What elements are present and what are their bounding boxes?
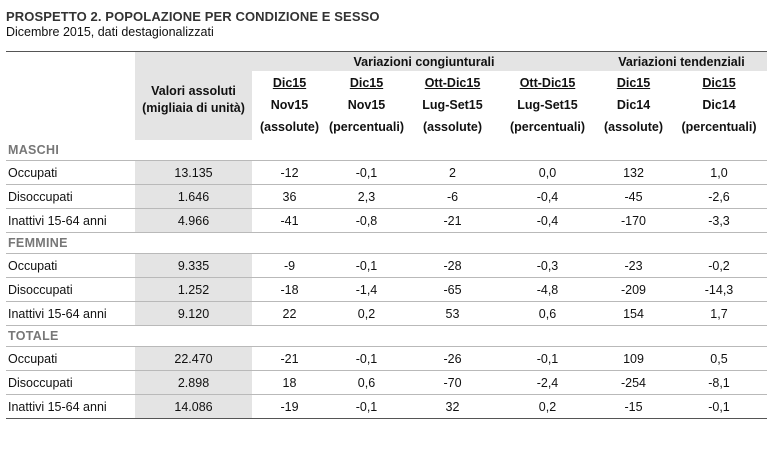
column-header-line: (percentuali) xyxy=(681,120,757,134)
cell: 1,7 xyxy=(671,302,767,326)
table-row xyxy=(6,302,767,326)
group-header-tendenziali: Variazioni tendenziali xyxy=(596,52,767,72)
table-row xyxy=(6,278,767,302)
cell-valori-assoluti: 13.135 xyxy=(135,161,252,185)
row-label: Inattivi 15-64 anni xyxy=(6,209,135,233)
cell: -170 xyxy=(596,209,671,233)
cell: 154 xyxy=(596,302,671,326)
cell: -0,4 xyxy=(499,185,596,209)
column-header-line: Nov15 xyxy=(270,98,309,112)
column-header-label xyxy=(6,71,135,140)
cell: -28 xyxy=(406,254,499,278)
column-header-line: Dic14 xyxy=(702,98,736,112)
cell: -254 xyxy=(596,371,671,395)
cell: -209 xyxy=(596,278,671,302)
column-header-line: Lug-Set15 xyxy=(517,98,578,112)
section-label: TOTALE xyxy=(6,326,767,347)
cell: 1,0 xyxy=(671,161,767,185)
cell: 109 xyxy=(596,347,671,371)
cell: -12 xyxy=(252,161,327,185)
section-row xyxy=(6,326,767,347)
cell: -0,1 xyxy=(327,347,406,371)
cell-valori-assoluti: 22.470 xyxy=(135,347,252,371)
table-row xyxy=(6,185,767,209)
cell: 132 xyxy=(596,161,671,185)
table-row xyxy=(6,209,767,233)
cell: -70 xyxy=(406,371,499,395)
cell: 18 xyxy=(252,371,327,395)
column-header-line: Valori assoluti xyxy=(151,84,236,98)
column-header-valori-assoluti xyxy=(135,71,252,140)
column-header-line: (assolute) xyxy=(259,120,320,134)
cell: -4,8 xyxy=(499,278,596,302)
cell: -14,3 xyxy=(671,278,767,302)
cell: -0,3 xyxy=(499,254,596,278)
column-header-line: Nov15 xyxy=(347,98,386,112)
cell: -23 xyxy=(596,254,671,278)
row-label: Occupati xyxy=(6,347,135,371)
cell: -0,1 xyxy=(327,395,406,419)
column-header-line: Dic15 xyxy=(616,76,651,90)
table-row xyxy=(6,395,767,419)
cell: 2 xyxy=(406,161,499,185)
column-header-dic-nov-assolute xyxy=(252,71,327,140)
table-row xyxy=(6,254,767,278)
cell: 2,3 xyxy=(327,185,406,209)
row-label: Disoccupati xyxy=(6,278,135,302)
column-header-line: Lug-Set15 xyxy=(422,98,483,112)
column-header-row xyxy=(6,71,767,140)
cell-valori-assoluti: 9.335 xyxy=(135,254,252,278)
cell: -0,1 xyxy=(671,395,767,419)
cell-valori-assoluti: 4.966 xyxy=(135,209,252,233)
cell: 22 xyxy=(252,302,327,326)
cell-valori-assoluti: 1.646 xyxy=(135,185,252,209)
cell: -2,4 xyxy=(499,371,596,395)
row-label: Inattivi 15-64 anni xyxy=(6,395,135,419)
column-header-line: (assolute) xyxy=(422,120,483,134)
section-label: MASCHI xyxy=(6,140,767,161)
cell: 0,0 xyxy=(499,161,596,185)
row-label: Occupati xyxy=(6,161,135,185)
cell: -45 xyxy=(596,185,671,209)
cell: -9 xyxy=(252,254,327,278)
column-header-line: (percentuali) xyxy=(328,120,404,134)
row-label: Disoccupati xyxy=(6,185,135,209)
column-header-line: (assolute) xyxy=(603,120,664,134)
table-subtitle: Dicembre 2015, dati destagionalizzati xyxy=(6,25,214,39)
column-header-line: Dic15 xyxy=(349,76,384,90)
cell-valori-assoluti: 9.120 xyxy=(135,302,252,326)
column-header-trim-percentuali xyxy=(499,71,596,140)
population-table xyxy=(6,51,767,419)
column-header-trim-assolute xyxy=(406,71,499,140)
row-label: Inattivi 15-64 anni xyxy=(6,302,135,326)
section-row xyxy=(6,233,767,254)
corner-cell xyxy=(6,52,135,72)
cell: -41 xyxy=(252,209,327,233)
cell: -0,1 xyxy=(327,254,406,278)
section-row xyxy=(6,140,767,161)
cell-valori-assoluti: 2.898 xyxy=(135,371,252,395)
cell: 0,6 xyxy=(327,371,406,395)
cell: -19 xyxy=(252,395,327,419)
column-header-line: Ott-Dic15 xyxy=(424,76,481,90)
column-header-tend-percentuali xyxy=(671,71,767,140)
cell-valori-assoluti: 14.086 xyxy=(135,395,252,419)
cell: 0,5 xyxy=(671,347,767,371)
cell: 53 xyxy=(406,302,499,326)
row-label: Occupati xyxy=(6,254,135,278)
column-header-line: (migliaia di unità) xyxy=(142,101,245,115)
cell: -15 xyxy=(596,395,671,419)
cell: -65 xyxy=(406,278,499,302)
table-row xyxy=(6,347,767,371)
table-title: PROSPETTO 2. POPOLAZIONE PER CONDIZIONE E SESSO xyxy=(6,9,380,24)
cell: 0,6 xyxy=(499,302,596,326)
cell-valori-assoluti: 1.252 xyxy=(135,278,252,302)
cell: -0,1 xyxy=(499,347,596,371)
cell: -3,3 xyxy=(671,209,767,233)
cell: -18 xyxy=(252,278,327,302)
cell: -0,4 xyxy=(499,209,596,233)
cell: -8,1 xyxy=(671,371,767,395)
cell: 36 xyxy=(252,185,327,209)
column-header-line: Ott-Dic15 xyxy=(519,76,576,90)
table-row xyxy=(6,161,767,185)
cell: -0,8 xyxy=(327,209,406,233)
corner-cell-abs xyxy=(135,52,252,72)
column-header-line: Dic15 xyxy=(702,76,736,90)
column-header-line: Dic15 xyxy=(272,76,307,90)
cell: 0,2 xyxy=(499,395,596,419)
column-header-tend-assolute xyxy=(596,71,671,140)
cell: -21 xyxy=(406,209,499,233)
cell: 32 xyxy=(406,395,499,419)
cell: -1,4 xyxy=(327,278,406,302)
cell: -2,6 xyxy=(671,185,767,209)
table-row xyxy=(6,371,767,395)
cell: -6 xyxy=(406,185,499,209)
row-label: Disoccupati xyxy=(6,371,135,395)
section-label: FEMMINE xyxy=(6,233,767,254)
cell: 0,2 xyxy=(327,302,406,326)
table-body xyxy=(6,140,767,419)
column-header-line: Dic14 xyxy=(616,98,651,112)
cell: -0,2 xyxy=(671,254,767,278)
group-header-congiunturali: Variazioni congiunturali xyxy=(252,52,596,72)
column-header-dic-nov-percentuali xyxy=(327,71,406,140)
column-header-line: (percentuali) xyxy=(509,120,585,134)
group-header-row xyxy=(6,52,767,72)
cell: -21 xyxy=(252,347,327,371)
cell: -26 xyxy=(406,347,499,371)
cell: -0,1 xyxy=(327,161,406,185)
